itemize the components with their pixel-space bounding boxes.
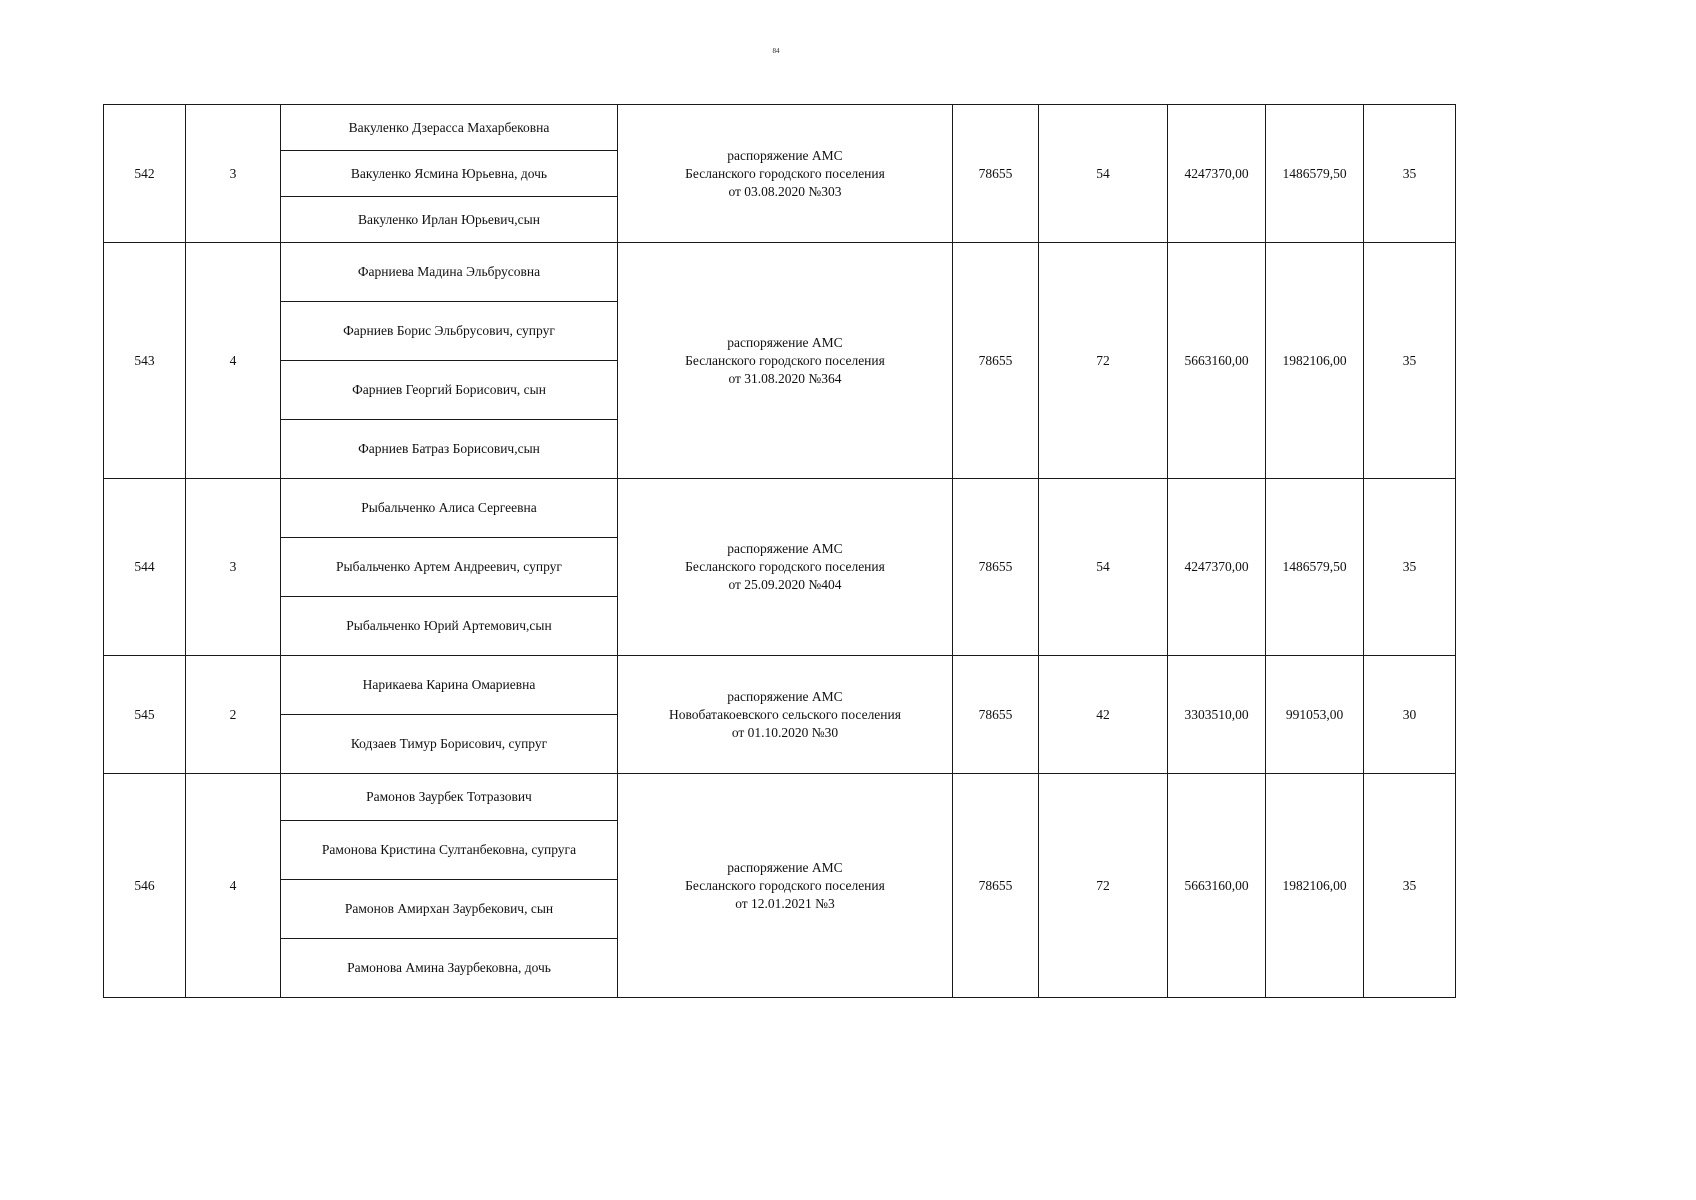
family-size: 3 bbox=[186, 479, 281, 656]
total-cost: 5663160,00 bbox=[1168, 243, 1266, 479]
decision-line: Новобатакоевского сельского поселения bbox=[669, 706, 901, 722]
table-row bbox=[104, 774, 1456, 821]
row-number: 543 bbox=[104, 243, 186, 479]
total-cost: 3303510,00 bbox=[1168, 656, 1266, 774]
subsidy: 1982106,00 bbox=[1266, 774, 1364, 998]
family-member: Вакуленко Ирлан Юрьевич,сын bbox=[281, 197, 618, 243]
decision-cell bbox=[618, 774, 953, 998]
family-member: Рамонова Амина Заурбековна, дочь bbox=[281, 939, 618, 998]
family-member: Фарниева Мадина Эльбрусовна bbox=[281, 243, 618, 302]
price-per-sqm: 78655 bbox=[953, 656, 1039, 774]
family-member: Рамонова Кристина Султанбековна, супруга bbox=[281, 821, 618, 880]
family-member: Нарикаева Карина Омариевна bbox=[281, 656, 618, 715]
price-per-sqm: 78655 bbox=[953, 243, 1039, 479]
decision-line: распоряжение АМС bbox=[727, 334, 843, 350]
total-cost: 5663160,00 bbox=[1168, 774, 1266, 998]
page-number: 84 bbox=[772, 47, 780, 55]
subsidy: 991053,00 bbox=[1266, 656, 1364, 774]
decision-line: распоряжение АМС bbox=[727, 147, 843, 163]
family-size: 4 bbox=[186, 774, 281, 998]
decision-line: Бесланского городского поселения bbox=[685, 559, 885, 574]
decision-cell bbox=[618, 105, 953, 243]
decision-line: от 25.09.2020 №404 bbox=[728, 577, 842, 592]
percent: 35 bbox=[1364, 774, 1456, 998]
table-row bbox=[104, 479, 1456, 538]
family-member: Фарниев Борис Эльбрусович, супруг bbox=[281, 302, 618, 361]
area: 72 bbox=[1039, 774, 1168, 998]
decision-line: Бесланского городского поселения bbox=[685, 877, 885, 893]
area: 72 bbox=[1039, 243, 1168, 479]
row-number: 544 bbox=[104, 479, 186, 656]
decision-cell bbox=[618, 656, 953, 774]
price-per-sqm: 78655 bbox=[953, 774, 1039, 998]
subsidy: 1982106,00 bbox=[1266, 243, 1364, 479]
table-row bbox=[104, 656, 1456, 715]
family-size: 2 bbox=[186, 656, 281, 774]
percent: 35 bbox=[1364, 105, 1456, 243]
subsidy: 1486579,50 bbox=[1266, 479, 1364, 656]
price-per-sqm: 78655 bbox=[953, 479, 1039, 656]
family-member: Фарниев Батраз Борисович,сын bbox=[281, 420, 618, 479]
family-member: Рыбальченко Юрий Артемович,сын bbox=[281, 597, 618, 656]
table-row bbox=[104, 243, 1456, 302]
decision-cell bbox=[618, 243, 953, 479]
row-number: 545 bbox=[104, 656, 186, 774]
row-number: 542 bbox=[104, 105, 186, 243]
decision-line: Бесланского городского поселения bbox=[685, 165, 885, 181]
family-member: Вакуленко Дзерасса Махарбековна bbox=[281, 105, 618, 151]
area: 54 bbox=[1039, 105, 1168, 243]
percent: 30 bbox=[1364, 656, 1456, 774]
registry-table bbox=[103, 104, 1456, 998]
family-member: Рамонов Заурбек Тотразович bbox=[281, 774, 618, 821]
family-member: Рыбальченко Алиса Сергеевна bbox=[281, 479, 618, 538]
family-member: Рыбальченко Артем Андреевич, супруг bbox=[281, 538, 618, 597]
row-number: 546 bbox=[104, 774, 186, 998]
table-row bbox=[104, 105, 1456, 151]
decision-cell bbox=[618, 479, 953, 656]
family-member: Вакуленко Ясмина Юрьевна, дочь bbox=[281, 151, 618, 197]
family-size: 3 bbox=[186, 105, 281, 243]
decision-line: от 31.08.2020 №364 bbox=[728, 370, 842, 386]
family-member: Рамонов Амирхан Заурбекович, сын bbox=[281, 880, 618, 939]
subsidy: 1486579,50 bbox=[1266, 105, 1364, 243]
decision-line: распоряжение АМС bbox=[727, 859, 843, 875]
area: 54 bbox=[1039, 479, 1168, 656]
family-size: 4 bbox=[186, 243, 281, 479]
percent: 35 bbox=[1364, 479, 1456, 656]
total-cost: 4247370,00 bbox=[1168, 479, 1266, 656]
decision-line: от 12.01.2021 №3 bbox=[735, 895, 835, 911]
percent: 35 bbox=[1364, 243, 1456, 479]
family-member: Фарниев Георгий Борисович, сын bbox=[281, 361, 618, 420]
decision-line: Бесланского городского поселения bbox=[685, 352, 885, 368]
decision-line: от 01.10.2020 №30 bbox=[731, 724, 839, 740]
decision-line: распоряжение АМС bbox=[727, 541, 843, 556]
total-cost: 4247370,00 bbox=[1168, 105, 1266, 243]
family-member: Кодзаев Тимур Борисович, супруг bbox=[281, 715, 618, 774]
decision-line: от 03.08.2020 №303 bbox=[728, 183, 842, 199]
decision-line: распоряжение АМС bbox=[727, 688, 843, 704]
price-per-sqm: 78655 bbox=[953, 105, 1039, 243]
area: 42 bbox=[1039, 656, 1168, 774]
